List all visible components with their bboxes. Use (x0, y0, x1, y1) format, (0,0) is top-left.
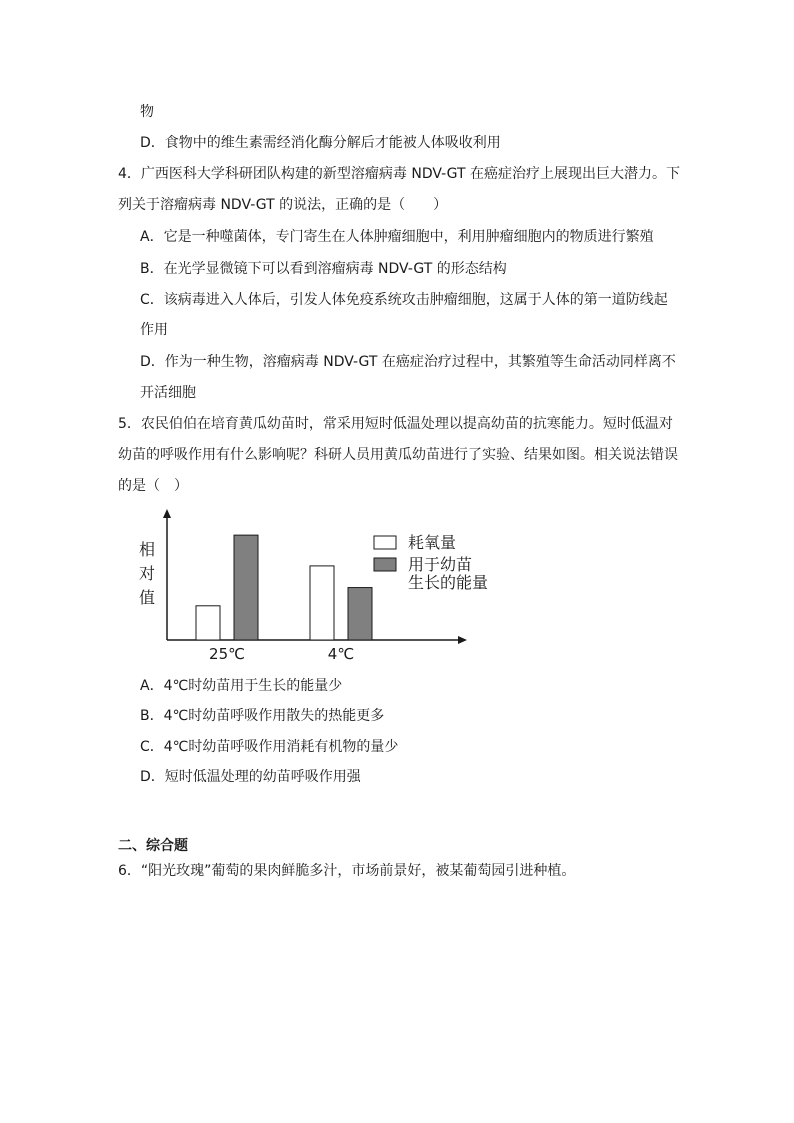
option-d-q5: D．短时低温处理的幼苗呼吸作用强 (140, 769, 361, 785)
x-tick-label: 25℃ (209, 645, 245, 663)
bar-1-1 (348, 588, 372, 640)
question-5-stem-cont: 幼苗的呼吸作用有什么影响呢？科研人员用黄瓜幼苗进行了实验、结果如图。相关说法错误 (118, 447, 678, 463)
option-b-q4: B．在光学显微镜下可以看到溶瘤病毒 NDV-GT 的形态结构 (140, 261, 507, 277)
legend-label: 生长的能量 (408, 573, 489, 592)
option-d-q4-cont: 开活细胞 (140, 385, 196, 401)
option-d-q4: D．作为一种生物，溶瘤病毒 NDV-GT 在癌症治疗过程中，其繁殖等生命活动同样离不 (140, 354, 676, 370)
y-label-char: 相 (138, 540, 156, 559)
legend-swatch (374, 536, 396, 549)
option-c-q4: C．该病毒进入人体后，引发人体免疫系统攻击肿瘤细胞，这属于人体的第一道防线起 (140, 292, 668, 308)
x-tick-label: 4℃ (327, 645, 355, 663)
option-c-q4-cont: 作用 (140, 322, 168, 338)
y-label-char: 值 (138, 588, 156, 607)
bars-group (196, 535, 372, 640)
question-4-stem: 4．广西医科大学科研团队构建的新型溶瘤病毒 NDV-GT 在癌症治疗上展现出巨大潜力。下 (118, 166, 681, 182)
question-5-stem-cont2: 的是（ ） (118, 478, 188, 494)
chart-legend (374, 533, 488, 592)
bar-0-0 (196, 606, 220, 640)
x-tick-labels (209, 645, 354, 663)
question-4-stem-cont: 列关于溶瘤病毒 NDV-GT 的说法，正确的是（ ） (118, 197, 448, 213)
y-label-char: 对 (138, 564, 156, 583)
legend-label: 用于幼苗 (408, 555, 473, 574)
bar-0-1 (234, 535, 258, 640)
question-6-stem: 6．“阳光玫瑰”葡萄的果肉鲜脆多汁，市场前景好，被某葡萄园引进种植。 (118, 863, 576, 879)
bar-1-0 (310, 566, 334, 640)
option-a-q4: A．它是一种噬菌体，专门寄生在人体肿瘤细胞中，利用肿瘤细胞内的物质进行繁殖 (140, 229, 654, 245)
section-heading: 二、综合题 (118, 838, 188, 854)
option-c-q5: C．4℃时幼苗呼吸作用消耗有机物的量少 (140, 739, 399, 755)
question-5-stem: 5．农民伯伯在培育黄瓜幼苗时，常采用短时低温处理以提高幼苗的抗寒能力。短时低温对 (118, 416, 673, 432)
bar-chart (130, 508, 489, 668)
text-line-continuation: 物 (140, 104, 154, 120)
y-axis-arrow (163, 509, 171, 518)
option-a-q5: A．4℃时幼苗用于生长的能量少 (140, 678, 343, 694)
y-axis-label (139, 540, 155, 607)
option-d-q3: D．食物中的维生素需经消化酶分解后才能被人体吸收利用 (140, 135, 501, 151)
legend-swatch (374, 558, 396, 571)
x-axis-arrow (458, 636, 467, 644)
option-b-q5: B．4℃时幼苗呼吸作用散失的热能更多 (140, 708, 385, 724)
legend-label: 耗氧量 (408, 533, 457, 552)
